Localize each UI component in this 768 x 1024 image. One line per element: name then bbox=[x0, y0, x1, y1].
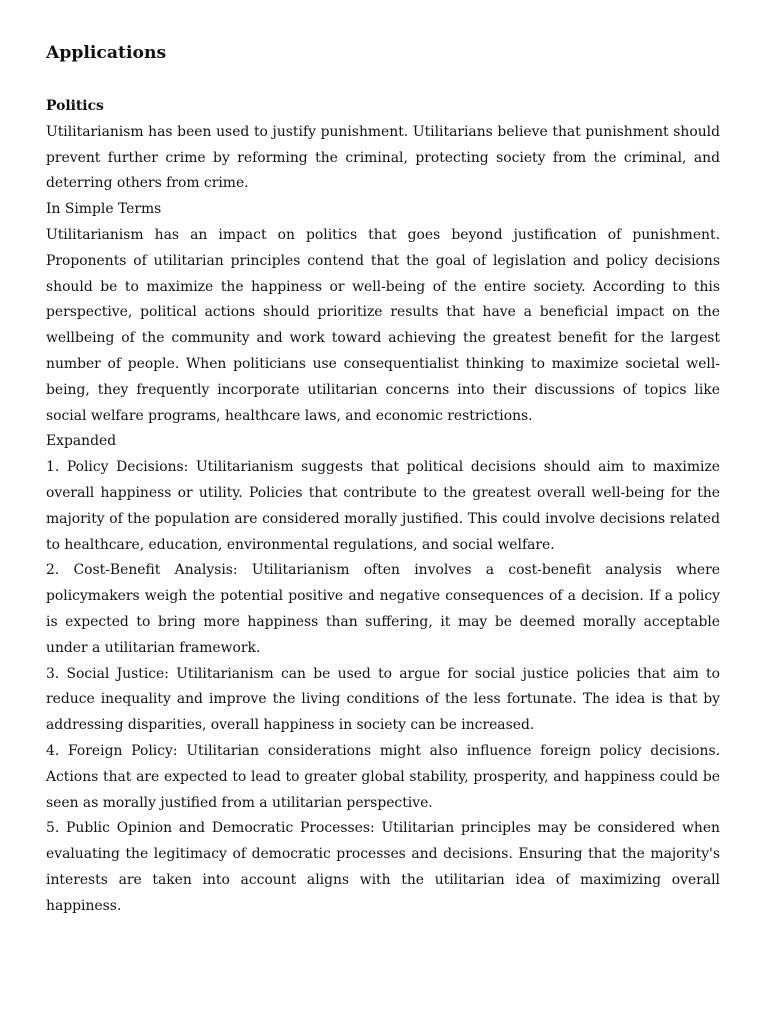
intro-paragraph: Utilitarianism has been used to justify punishment. Utilitarians believe that punishment should prevent further crime by reforming the criminal, protecting society from the criminal, and deterring others from crime. bbox=[46, 123, 720, 192]
expanded-label: Expanded bbox=[46, 433, 117, 450]
expanded-item-policy-decisions: 1. Policy Decisions: Utilitarianism suggests that political decisions should aim to maximize overall happiness or utility. Policies that contribute to the greatest overall well-being for the majority of the population are considered morally justified. This could involve decisions related to healthcare, education, environmental regulations, and social welfare. bbox=[46, 459, 720, 553]
expanded-item-public-opinion: 5. Public Opinion and Democratic Processes: Utilitarian principles may be considered when evaluating the legitimacy of democratic processes and decisions. Ensuring that the majority's interests are taken into account aligns with the utilitarian idea of maximizing overall happiness. bbox=[46, 820, 720, 914]
expanded-item-cost-benefit-analysis: 2. Cost-Benefit Analysis: Utilitarianism often involves a cost-benefit analysis where policymakers weigh the potential positive and negative consequences of a decision. If a policy is expected to bring more happiness than suffering, it may be deemed morally acceptable under a utilitarian framework. bbox=[46, 562, 720, 656]
section-heading-politics: Politics bbox=[46, 98, 104, 114]
simple-terms-paragraph: Utilitarianism has an impact on politics that goes beyond justification of punishment. Proponents of utilitarian principles contend that the goal of legislation and policy decisions should be to maximize the happiness or well-being of the entire society. According to this perspective, political actions should prioritize results that have a beneficial impact on the wellbeing of the community and work toward achieving the greatest benefit for the largest number of people. When politicians use consequentialist thinking to maximize societal well-being, they frequently incorporate utilitarian concerns into their discussions of topics like social welfare programs, healthcare laws, and economic restrictions. bbox=[46, 226, 720, 424]
document-page bbox=[46, 40, 720, 920]
document-title: Applications bbox=[46, 43, 167, 63]
expanded-item-foreign-policy: 4. Foreign Policy: Utilitarian considerations might also influence foreign policy decisions. Actions that are expected to lead to greater global stability, prosperity, and happiness could be seen as morally justified from a utilitarian perspective. bbox=[46, 742, 720, 811]
expanded-item-social-justice: 3. Social Justice: Utilitarianism can be used to argue for social justice policies that aim to reduce inequality and improve the living conditions of the less fortunate. The idea is that by addressing disparities, overall happiness in society can be increased. bbox=[46, 665, 720, 734]
simple-terms-label: In Simple Terms bbox=[46, 201, 162, 218]
